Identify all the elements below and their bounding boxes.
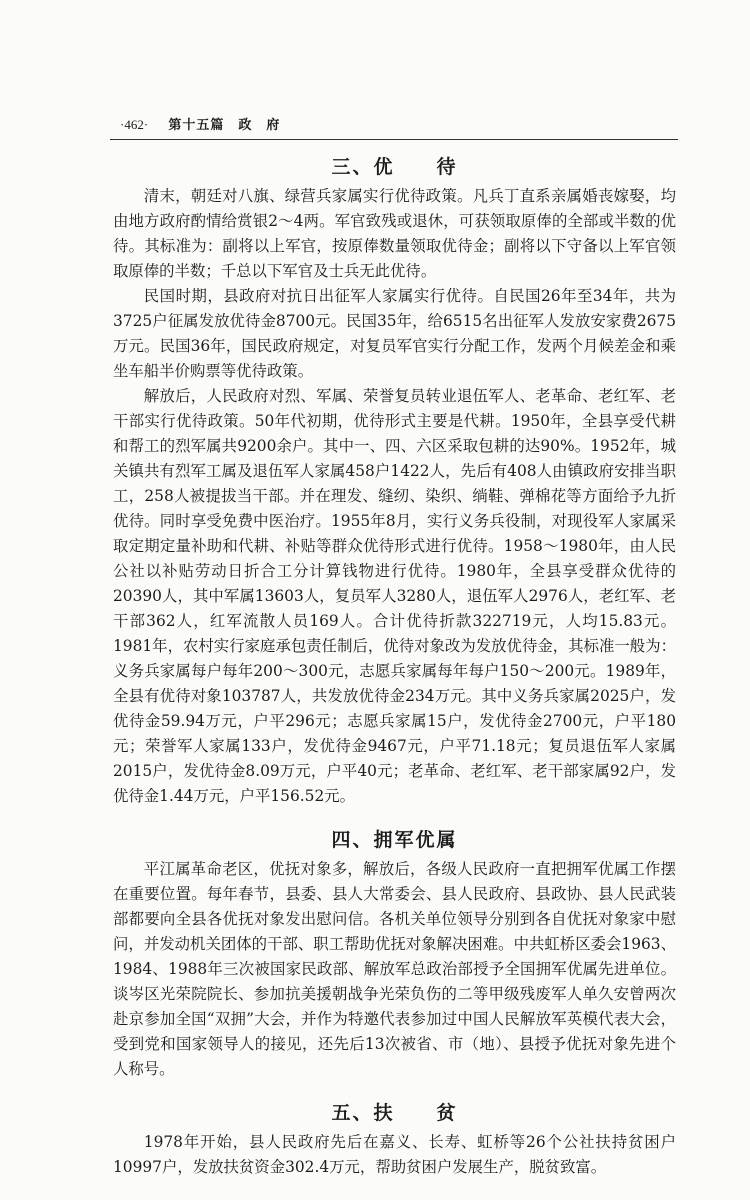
section-title-youdai: 三、优 待 — [331, 156, 458, 178]
section-title-yongjun: 四、拥军优属 — [331, 829, 458, 851]
paragraph: 1978年开始，县人民政府先后在嘉义、长寿、虹桥等26个公社扶持贫困户10997户，发放扶贫资金302.4万元，帮助贫困户发展生产，脱贫致富。 — [113, 1133, 676, 1176]
paragraph: 民国时期，县政府对抗日出征军人家属实行优待。自民国26年至34年，共为3725户征属发放优待金8700元。民国35年，给6515名出征军人发放安家费2675万元。民国36年，国民政府规定，对复员军官实行分配工作，发两个月候差金和乘坐车船半价购票等优待政策。 — [113, 287, 676, 380]
section-title-fupin: 五、扶 贫 — [331, 1102, 458, 1124]
paragraph: 解放后，人民政府对烈、军属、荣誉复员转业退伍军人、老革命、老红军、老干部实行优待政策。50年代初期，优待形式主要是代耕。1950年，全县享受代耕和帮工的烈军属共9200余户。其中一、四、六区采取包耕的达90%。1952年，城关镇共有烈军工属及退伍军人家属458户1422人，先后有408人由镇政府安排当职工，258人被提拔当干部。并在理发、缝纫、染织、绱鞋、弹棉花等方面给予九折优待。同时享受免费中医治疗。1955年8月，实行义务兵役制，对现役军人家属采取定期定量补助和代耕、补贴等群众优待形式进行优待。1958～1980年，由人民公社以补贴劳动日折合工分计算钱物进行优待。1980年，全县享受群众优待的20390人，其中军属13603人，复员军人3280人，退伍军人2976人，老红军、老干部362人，红军流散人员169人。合计优待折款322719元，人均15.83元。1981年，农村实行家庭承包责任制后，优待对象改为发放优待金，其标准一般为：义务兵家属每户每年200～300元，志愿兵家属每年每户150～200元。1989年，全县有优待对象103787人，共发放优待金234万元。其中义务兵家属2025户，发优待金59.94万元，户平296元；志愿兵家属15户，发优待金2700元，户平180元；荣誉军人家属133户，发优待金9467元，户平71.18元；复员退伍军人家属2015户，发优待金8.09万元，户平40元；老革命、老红军、老干部家属92户，发优待金1.44万元，户平156.52元。 — [113, 387, 676, 805]
page-number: ·462· — [120, 117, 149, 132]
running-header — [120, 114, 280, 133]
page-body — [113, 154, 676, 1200]
paragraph: 清末，朝廷对八旗、绿营兵家属实行优待政策。凡兵丁直系亲属婚丧嫁娶，均由地方政府酌情给赏银2～4两。军官致残或退休，可获领取原俸的全部或半数的优待。其标准为：副将以上军官，按原俸数量领取优待金；副将以下守备以上军官领取原俸的半数；千总以下军官及士兵无此优待。 — [113, 187, 676, 280]
paragraph: 平江属革命老区，优抚对象多，解放后，各级人民政府一直把拥军优属工作摆在重要位置。每年春节，县委、县人大常委会、县人民政府、县政协、县人民武装部都要向全县各优抚对象发出慰问信。各机关单位领导分别到各自优抚对象家中慰问，并发动机关团体的干部、职工帮助优抚对象解决困难。中共虹桥区委会1963、1984、1988年三次被国家民政部、解放军总政治部授予全国拥军优属先进单位。谈岑区光荣院院长、参加抗美援朝战争光荣负伤的二等甲级残废军人单久安曾两次赴京参加全国“双拥”大会，并作为特邀代表参加过中国人民解放军英模代表大会，受到党和国家领导人的接见，还先后13次被省、市（地）、县授予优抚对象先进个人称号。 — [113, 860, 676, 1078]
chapter-title: 第十五篇 政 府 — [168, 118, 281, 133]
header-rule — [110, 139, 678, 140]
